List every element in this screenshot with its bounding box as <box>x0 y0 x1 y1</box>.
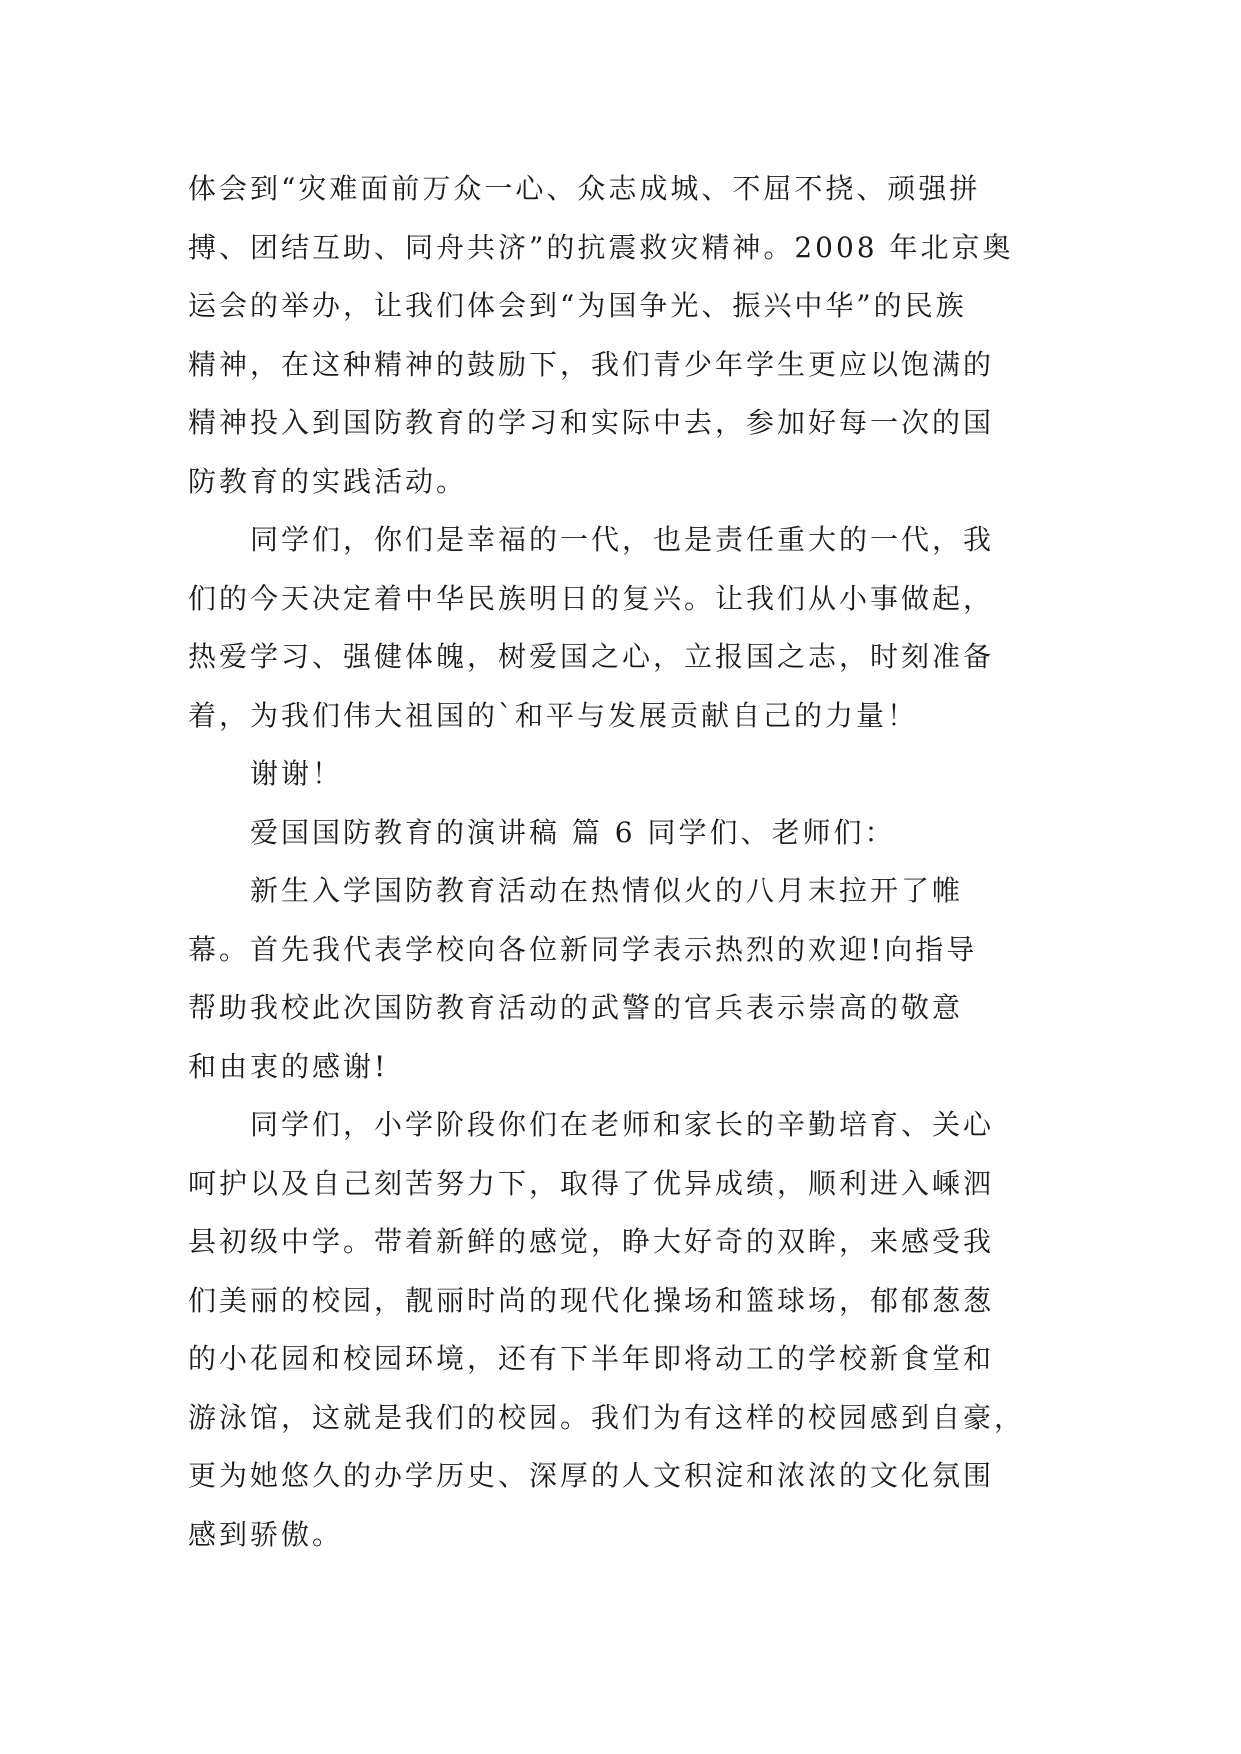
text-line: 的小花园和校园环境，还有下半年即将动工的学校新食堂和 <box>188 1342 995 1375</box>
text-line: 县初级中学。带着新鲜的感觉，睁大好奇的双眸，来感受我 <box>188 1225 995 1258</box>
text-line: 精神投入到国防教育的学习和实际中去，参加好每一次的国 <box>188 406 995 439</box>
document-body <box>188 160 1053 1564</box>
text-line: 和由衷的感谢! <box>188 1049 389 1083</box>
text-line: 热爱学习、强健体魄，树爱国之心，立报国之志，时刻准备 <box>188 640 995 673</box>
text-line: 体会到“灾难面前万众一心、众志成城、不屈不挠、顽强拼 <box>188 172 981 205</box>
text-line: 爱国国防教育的演讲稿 篇 6 同学们、老师们： <box>250 815 896 849</box>
text-line: 同学们，你们是幸福的一代，也是责任重大的一代，我 <box>250 523 995 556</box>
text-line: 防教育的实践活动。 <box>188 464 468 498</box>
text-line: 更为她悠久的办学历史、深厚的人文积淀和浓浓的文化氛围 <box>188 1459 995 1492</box>
text-line: 新生入学国防教育活动在热情似火的八月末拉开了帷 <box>250 874 964 907</box>
text-line: 运会的举办，让我们体会到“为国争光、振兴中华”的民族 <box>188 289 967 322</box>
text-line: 帮助我校此次国防教育活动的武警的官兵表示崇高的敬意 <box>188 991 964 1024</box>
text-line: 幕。首先我代表学校向各位新同学表示热烈的欢迎!向指导 <box>188 932 978 966</box>
text-line: 游泳馆，这就是我们的校园。我们为有这样的校园感到自豪， <box>188 1400 1026 1434</box>
text-line: 搏、团结互助、同舟共济”的抗震救灾精神。2008 年北京奥 <box>188 230 1014 264</box>
text-line: 们的今天决定着中华民族明日的复兴。让我们从小事做起， <box>188 581 995 615</box>
text-line: 精神，在这种精神的鼓励下，我们青少年学生更应以饱满的 <box>188 347 995 381</box>
text-line: 谢谢！ <box>250 757 344 790</box>
text-line: 们美丽的校园，靓丽时尚的现代化操场和篮球场，郁郁葱葱 <box>188 1283 995 1317</box>
text-line: 着，为我们伟大祖国的`和平与发展贡献自己的力量！ <box>188 698 919 732</box>
text-line: 呵护以及自己刻苦努力下，取得了优异成绩，顺利进入嵊泗 <box>188 1166 995 1200</box>
text-line: 同学们，小学阶段你们在老师和家长的辛勤培育、关心 <box>250 1108 995 1141</box>
text-line: 感到骄傲。 <box>188 1517 344 1551</box>
